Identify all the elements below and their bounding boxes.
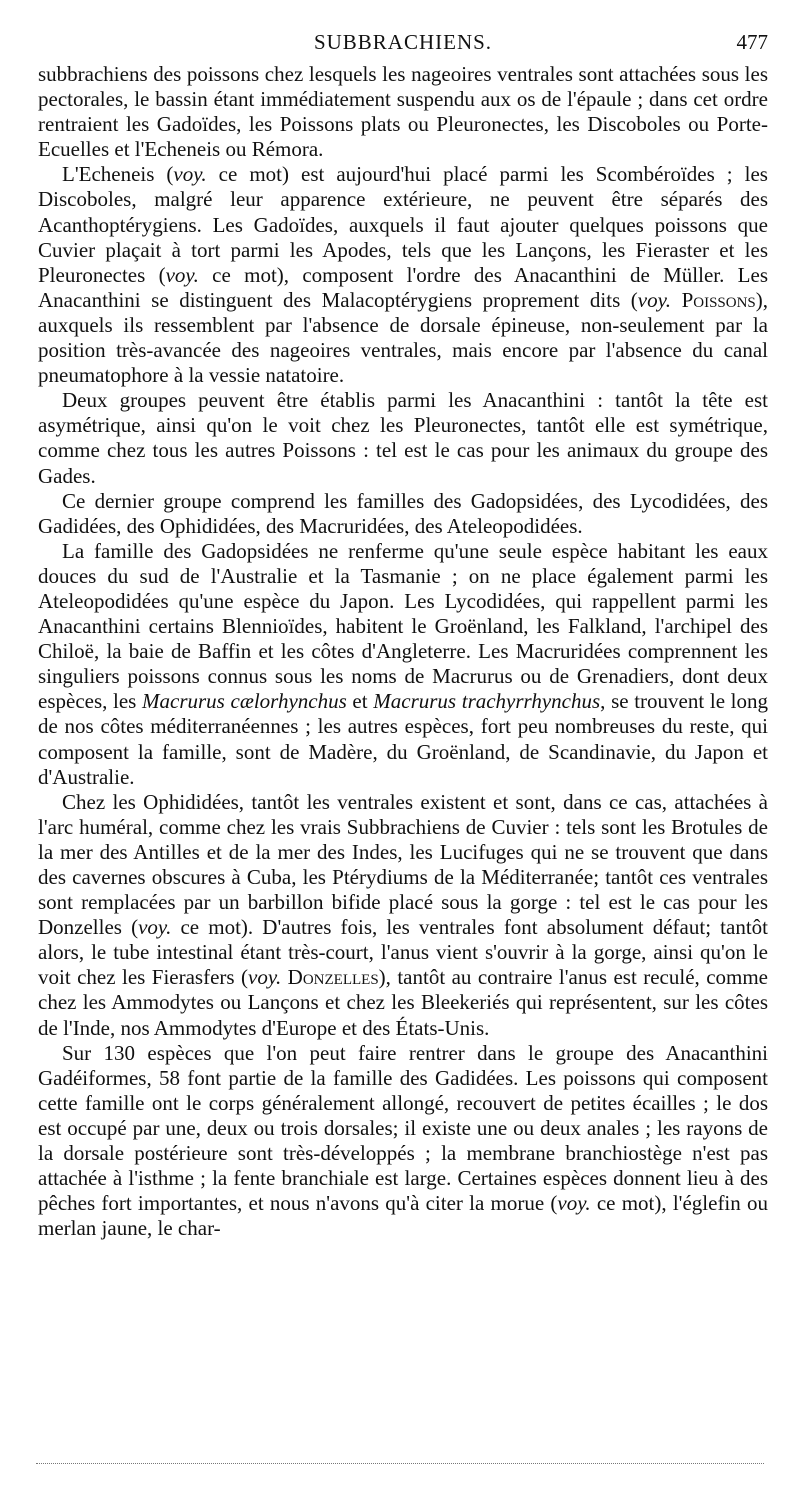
text-run: subbrachiens des poissons chez lesquels les nageoires ventrales sont attachées sous les pectorales, le bassin étant immédiatement suspendu aux os de l'épaule ; dans cet ordre rentraient les Gadoïdes, les Poissons plats ou Pleuronectes, les Discoboles ou Porte-Ecuelles et l'Echeneis ou Rémora. — [38, 62, 768, 162]
smallcaps-reference: Poissons — [681, 287, 756, 312]
text-run: et — [346, 689, 374, 714]
italic-text: voy. — [248, 965, 282, 990]
text-run: ce mot). D'autres fois, les ventrales font absolument défaut; tantôt alors, le tube intestinal étant très-court, l'anus vient s'ouvrir à la gorge, ainsi qu'on le voit chez les Fierasfers ( — [38, 915, 768, 990]
italic-text: voy. — [173, 162, 207, 187]
italic-text: voy. — [637, 287, 672, 312]
text-run: ce mot), l'églefin ou merlan jaune, le char- — [38, 1191, 768, 1241]
text-run: Ce dernier groupe comprend les familles des Gadopsidées, des Lycodidées, des Gadidées, des Ophididées, des Macruridées, des Ateleopodidées. — [38, 488, 768, 538]
text-run: , se trouvent le long de nos côtes méditerranéennes ; les autres espèces, fort peu nombreuses du reste, qui composent la famille, sont de Madère, du Groënland, de Scandinavie, du Japon et d'Australie. — [38, 689, 769, 789]
text-run: ce mot) est aujourd'hui placé parmi les Scombéroïdes ; les Discoboles, malgré leur apparence extérieure, ne peuvent être séparés des Acanthoptérygiens. Les Gadoïdes, auxquels il faut ajouter quelques poissons que Cuvier plaçait à tort parmi les Apodes, tels que les Lançons, les Fieraster et les Pleuronectes ( — [38, 162, 768, 287]
paragraph — [38, 539, 768, 790]
text-run: ), tantôt au contraire l'anus est reculé, comme chez les Ammodytes ou Lançons et chez les Bleekeriés qui représentent, sur les côtes de l'Inde, nos Ammodytes d'Europe et des États-Unis. — [38, 965, 769, 1040]
italic-text: voy. — [557, 1191, 591, 1216]
paragraph — [38, 62, 768, 162]
running-header — [38, 30, 768, 56]
text-run: ce mot), composent l'ordre des Anacanthini de Müller. Les Anacanthini se distinguent des Malacoptérygiens proprement dits ( — [38, 262, 768, 312]
italic-text: Macrurus cælorhynchus — [142, 689, 347, 714]
paragraph — [38, 162, 768, 388]
text-run: Deux groupes peuvent être établis parmi les Anacanthini : tantôt la tête est asymétrique, ainsi qu'on le voit chez les Pleuronectes, tantôt elle est symétrique, comme chez tous les autres Poissons : tel est le cas pour les animaux du groupe des Gades. — [38, 388, 768, 488]
text-run: La famille des Gadopsidées ne renferme qu'une seule espèce habitant les eaux douces du sud de l'Australie et la Tasmanie ; on ne place également parmi les Ateleopodidées qu'une espèce du Japon. Les Lycodidées, qui rappellent parmi les Anacanthini certains Blennioïdes, habitent le Groënland, les Falkland, l'archipel des Chiloë, la baie de Baffin et les côtes d'Angleterre. Les Macruridées comprennent les singuliers poissons connus sous les noms de Macrurus ou de Grenadiers, dont deux espèces, les — [38, 538, 768, 714]
italic-text: voy. — [165, 262, 199, 287]
paragraph — [38, 489, 768, 539]
text-run — [671, 288, 682, 312]
text-run: L'Echeneis ( — [62, 162, 174, 187]
body-text — [38, 62, 768, 1241]
italic-text: voy. — [138, 915, 172, 940]
text-run: Sur 130 espèces que l'on peut faire rentrer dans le groupe des Anacanthini Gadéiformes, 58 font partie de la famille des Gadidées. Les poissons qui composent cette famille ont le corps généralement allongé, recouvert de petites écailles ; le dos est occupé par une, deux ou trois dorsales; il existe une ou deux anales ; les rayons de la dorsale postérieure sont très-développés ; la membrane branchiostège n'est pas attachée à l'isthme ; la fente branchiale est large. Certaines espèces donnent lieu à des pêches fort importantes, et nous n'avons qu'à citer la morue ( — [38, 1040, 768, 1216]
page-number: 477 — [736, 30, 768, 54]
bottom-dotted-rule — [36, 1463, 764, 1464]
italic-text: Macrurus trachyrrhynchus — [373, 689, 601, 714]
text-run: ), auxquels ils ressemblent par l'absence de dorsale épineuse, non-seulement par la position très-avancée des nageoires ventrales, mais encore par l'absence du canal pneumatophore à la vessie natatoire. — [38, 287, 769, 388]
smallcaps-reference: Donzelles — [287, 965, 379, 990]
paragraph — [38, 1041, 768, 1242]
text-run: Chez les Ophididées, tantôt les ventrales existent et sont, dans ce cas, attachées à l'arc huméral, comme chez les vrais Subbrachiens de Cuvier : tels sont les Brotules de la mer des Antilles et de la mer des Indes, les Lucifuges qui ne se trouvent que dans des cavernes obscures à Cuba, les Ptérydiums de la Méditerranée; tantôt ces ventrales sont remplacées par un barbillon bifide placé sous la gorge : tel est le cas pour les Donzelles ( — [38, 789, 768, 940]
paragraph — [38, 790, 768, 1041]
paragraph — [38, 388, 768, 488]
running-title: SUBBRACHIENS. — [313, 30, 493, 54]
